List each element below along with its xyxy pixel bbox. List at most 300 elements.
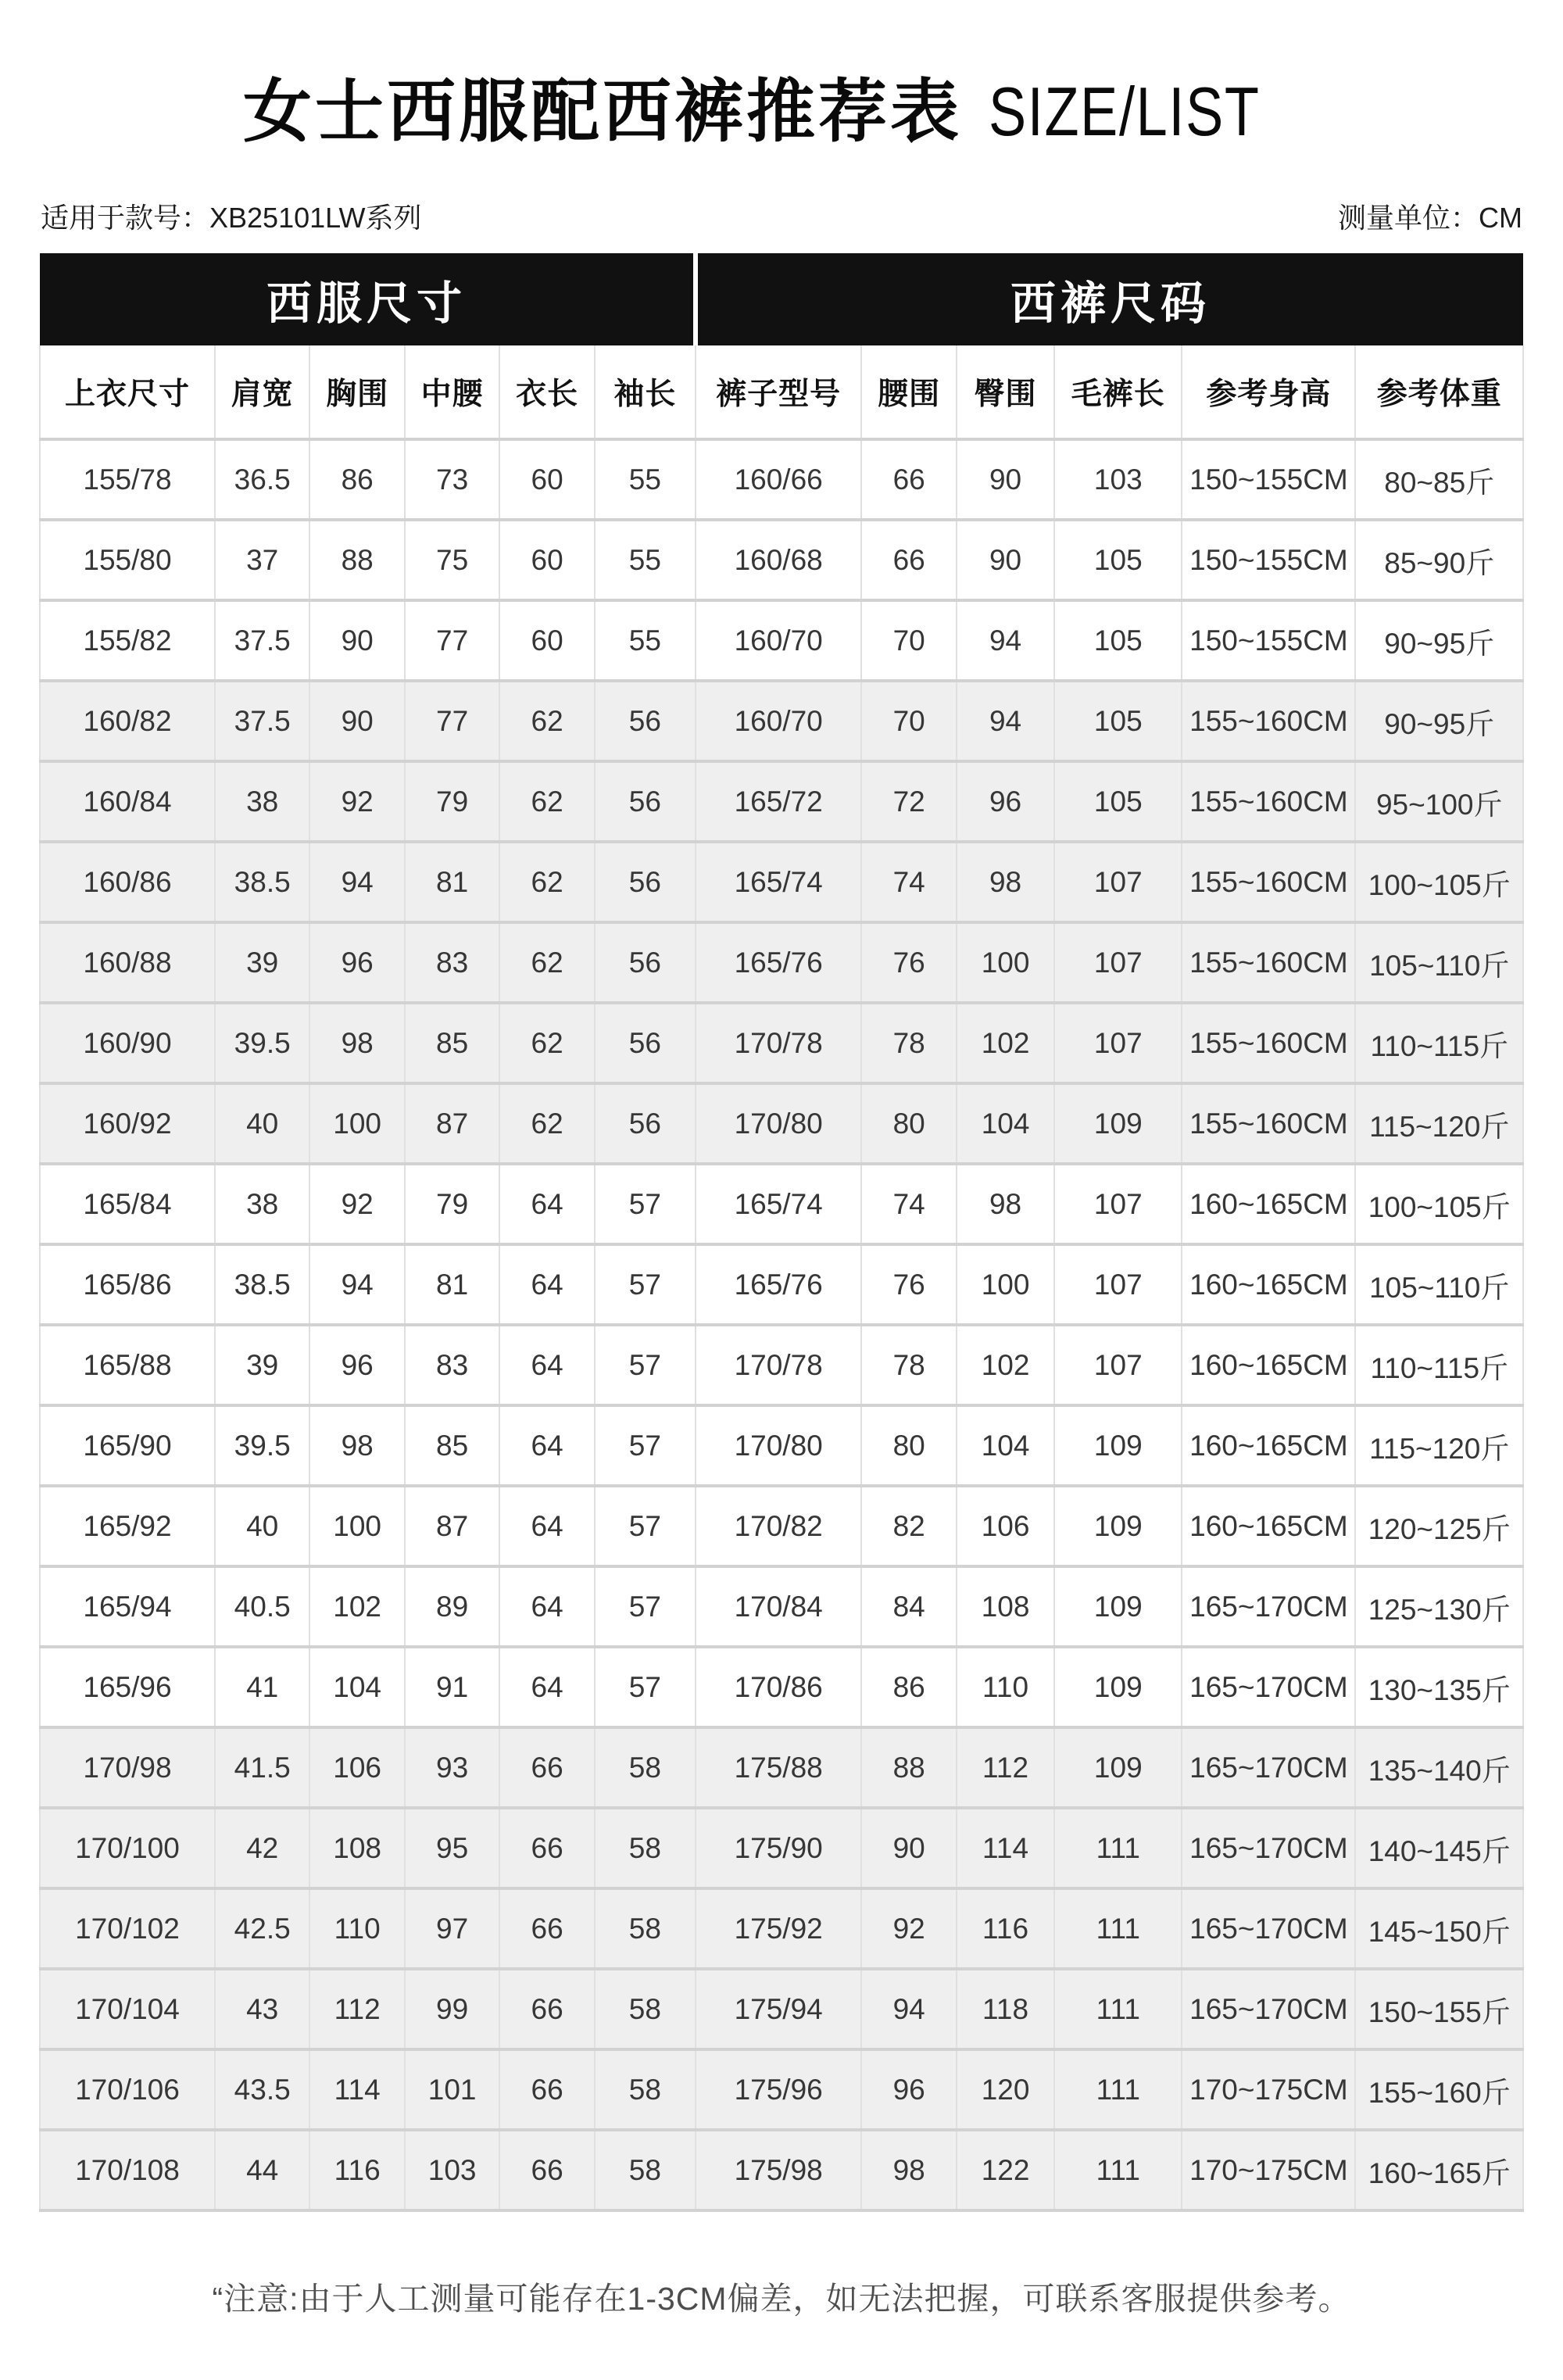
table-cell: 90 [957,439,1054,520]
table-cell: 116 [957,1888,1054,1969]
table-cell: 160/84 [40,761,215,842]
table-cell: 175/88 [696,1727,862,1808]
table-cell: 92 [861,1888,956,1969]
table-cell: 80 [861,1405,956,1486]
table-cell: 39 [215,922,309,1003]
table-cell: 55 [595,439,696,520]
table-cell: 165/90 [40,1405,215,1486]
table-cell: 85~90斤 [1355,520,1523,600]
table-cell: 107 [1054,922,1182,1003]
table-cell: 94 [309,842,404,922]
table-cell: 116 [309,2130,404,2210]
table-cell: 165~170CM [1182,1969,1355,2049]
table-cell: 90~95斤 [1355,681,1523,761]
table-cell: 114 [957,1808,1054,1888]
table-cell: 37.5 [215,681,309,761]
table-cell: 98 [309,1003,404,1083]
table-row [40,1727,1523,1808]
table-cell: 56 [595,1003,696,1083]
table-cell: 64 [499,1405,594,1486]
table-cell: 135~140斤 [1355,1727,1523,1808]
table-cell: 108 [957,1566,1054,1647]
table-cell: 103 [405,2130,499,2210]
table-cell: 109 [1054,1647,1182,1727]
table-cell: 104 [309,1647,404,1727]
table-cell: 170/80 [696,1083,862,1164]
table-cell: 101 [405,2049,499,2130]
table-cell: 155~160CM [1182,1083,1355,1164]
table-cell: 92 [309,1164,404,1244]
table-cell: 170/82 [696,1486,862,1566]
table-cell: 120~125斤 [1355,1486,1523,1566]
table-cell: 64 [499,1244,594,1325]
table-cell: 155~160斤 [1355,2049,1523,2130]
table-cell: 55 [595,520,696,600]
table-cell: 122 [957,2130,1054,2210]
table-cell: 70 [861,681,956,761]
table-row [40,600,1523,681]
table-row [40,1566,1523,1647]
table-cell: 103 [1054,439,1182,520]
table-cell: 40 [215,1083,309,1164]
table-cell: 104 [957,1083,1054,1164]
table-cell: 100~105斤 [1355,1164,1523,1244]
table-cell: 110~115斤 [1355,1003,1523,1083]
table-cell: 66 [499,1888,594,1969]
table-cell: 165/84 [40,1164,215,1244]
table-cell: 58 [595,1969,696,2049]
table-cell: 97 [405,1888,499,1969]
table-cell: 170/78 [696,1003,862,1083]
table-cell: 91 [405,1647,499,1727]
table-cell: 56 [595,681,696,761]
table-cell: 160/66 [696,439,862,520]
table-cell: 37 [215,520,309,600]
table-cell: 108 [309,1808,404,1888]
table-cell: 77 [405,681,499,761]
table-cell: 106 [309,1727,404,1808]
table-cell: 105 [1054,761,1182,842]
table-cell: 102 [309,1566,404,1647]
table-cell: 165/86 [40,1244,215,1325]
table-cell: 175/94 [696,1969,862,2049]
table-cell: 74 [861,1164,956,1244]
table-cell: 109 [1054,1083,1182,1164]
column-header-5: 袖长 [595,345,696,439]
table-cell: 107 [1054,1244,1182,1325]
table-cell: 55 [595,600,696,681]
table-cell: 58 [595,2049,696,2130]
table-cell: 76 [861,922,956,1003]
table-cell: 57 [595,1486,696,1566]
table-cell: 165/72 [696,761,862,842]
table-cell: 150~155CM [1182,520,1355,600]
table-cell: 165/96 [40,1647,215,1727]
table-cell: 66 [499,2049,594,2130]
table-cell: 145~150斤 [1355,1888,1523,1969]
table-cell: 37.5 [215,600,309,681]
table-cell: 106 [957,1486,1054,1566]
table-cell: 98 [957,1164,1054,1244]
table-cell: 57 [595,1325,696,1405]
table-cell: 66 [499,1808,594,1888]
table-cell: 62 [499,842,594,922]
table-cell: 115~120斤 [1355,1083,1523,1164]
table-cell: 160~165CM [1182,1405,1355,1486]
table-cell: 78 [861,1003,956,1083]
table-cell: 90 [957,520,1054,600]
table-cell: 57 [595,1647,696,1727]
table-cell: 41 [215,1647,309,1727]
table-cell: 80~85斤 [1355,439,1523,520]
table-cell: 36.5 [215,439,309,520]
table-cell: 115~120斤 [1355,1405,1523,1486]
table-cell: 96 [957,761,1054,842]
page-title [39,0,1524,151]
table-row [40,1647,1523,1727]
table-cell: 160~165CM [1182,1486,1355,1566]
table-cell: 62 [499,1083,594,1164]
table-cell: 170/102 [40,1888,215,1969]
column-header-9: 毛裤长 [1054,345,1182,439]
column-header-row [40,345,1523,439]
table-cell: 41.5 [215,1727,309,1808]
table-cell: 84 [861,1566,956,1647]
column-header-1: 肩宽 [215,345,309,439]
table-cell: 111 [1054,1969,1182,2049]
table-cell: 165~170CM [1182,1647,1355,1727]
table-cell: 111 [1054,2049,1182,2130]
table-cell: 78 [861,1325,956,1405]
table-cell: 170/78 [696,1325,862,1405]
table-cell: 72 [861,761,956,842]
table-row [40,1003,1523,1083]
table-cell: 165~170CM [1182,1888,1355,1969]
table-cell: 58 [595,1888,696,1969]
table-cell: 105~110斤 [1355,1244,1523,1325]
table-cell: 118 [957,1969,1054,2049]
table-cell: 90 [309,600,404,681]
table-cell: 155~160CM [1182,761,1355,842]
table-cell: 110~115斤 [1355,1325,1523,1405]
table-cell: 114 [309,2049,404,2130]
table-cell: 105 [1054,520,1182,600]
table-cell: 85 [405,1405,499,1486]
table-cell: 79 [405,1164,499,1244]
table-cell: 165~170CM [1182,1566,1355,1647]
table-cell: 40.5 [215,1566,309,1647]
section-header-row [40,253,1523,345]
table-row [40,2049,1523,2130]
table-cell: 112 [309,1969,404,2049]
table-cell: 64 [499,1486,594,1566]
table-cell: 39.5 [215,1405,309,1486]
table-cell: 170/84 [696,1566,862,1647]
table-row [40,1808,1523,1888]
table-row [40,1325,1523,1405]
table-row [40,1888,1523,1969]
table-cell: 56 [595,842,696,922]
table-cell: 64 [499,1566,594,1647]
table-cell: 165/76 [696,1244,862,1325]
table-cell: 86 [861,1647,956,1727]
table-cell: 102 [957,1325,1054,1405]
table-cell: 62 [499,681,594,761]
table-cell: 98 [309,1405,404,1486]
measure-unit-label: 测量单位：CM [1338,202,1522,234]
table-cell: 95~100斤 [1355,761,1523,842]
table-row [40,842,1523,922]
table-cell: 80 [861,1083,956,1164]
table-cell: 160~165斤 [1355,2130,1523,2210]
table-cell: 75 [405,520,499,600]
table-cell: 104 [957,1405,1054,1486]
table-cell: 62 [499,1003,594,1083]
table-cell: 43.5 [215,2049,309,2130]
table-cell: 150~155CM [1182,600,1355,681]
table-cell: 90 [861,1808,956,1888]
column-header-3: 中腰 [405,345,499,439]
table-cell: 109 [1054,1405,1182,1486]
table-cell: 110 [309,1888,404,1969]
table-cell: 44 [215,2130,309,2210]
column-header-10: 参考身高 [1182,345,1355,439]
table-cell: 66 [499,1727,594,1808]
table-cell: 42.5 [215,1888,309,1969]
table-cell: 170/100 [40,1808,215,1888]
table-cell: 100~105斤 [1355,842,1523,922]
table-cell: 38.5 [215,1244,309,1325]
table-cell: 86 [309,439,404,520]
table-cell: 98 [861,2130,956,2210]
table-cell: 120 [957,2049,1054,2130]
table-cell: 111 [1054,1808,1182,1888]
table-cell: 96 [309,922,404,1003]
table-cell: 39.5 [215,1003,309,1083]
applicable-model-label: 适用于款号：XB25101LW系列 [41,202,422,234]
column-header-11: 参考体重 [1355,345,1523,439]
page-title-en: SIZE/LIST [989,73,1261,150]
column-header-6: 裤子型号 [696,345,862,439]
table-cell: 64 [499,1164,594,1244]
table-cell: 170/106 [40,2049,215,2130]
column-header-2: 胸围 [309,345,404,439]
table-cell: 170/86 [696,1647,862,1727]
table-cell: 70 [861,600,956,681]
table-cell: 96 [861,2049,956,2130]
table-cell: 76 [861,1244,956,1325]
table-cell: 165/88 [40,1325,215,1405]
table-cell: 130~135斤 [1355,1647,1523,1727]
table-cell: 57 [595,1566,696,1647]
table-cell: 170/104 [40,1969,215,2049]
table-cell: 165/92 [40,1486,215,1566]
table-cell: 81 [405,842,499,922]
table-row [40,1486,1523,1566]
table-cell: 155~160CM [1182,842,1355,922]
table-cell: 102 [957,1003,1054,1083]
table-cell: 100 [309,1486,404,1566]
table-cell: 100 [957,922,1054,1003]
table-row [40,520,1523,600]
table-row [40,1164,1523,1244]
page-title-cn: 女士西服配西裤推荐表 [243,73,963,150]
table-cell: 42 [215,1808,309,1888]
table-cell: 87 [405,1083,499,1164]
table-cell: 77 [405,600,499,681]
column-header-8: 臀围 [957,345,1054,439]
table-cell: 57 [595,1405,696,1486]
table-cell: 88 [861,1727,956,1808]
footer-note: “注意:由于人工测量可能存在1-3CM偏差，如无法把握，可联系客服提供参考。 [212,2281,1351,2317]
table-cell: 140~145斤 [1355,1808,1523,1888]
table-cell: 160/86 [40,842,215,922]
table-cell: 64 [499,1647,594,1727]
table-row [40,1405,1523,1486]
table-cell: 170/108 [40,2130,215,2210]
table-cell: 160/68 [696,520,862,600]
table-cell: 155~160CM [1182,922,1355,1003]
table-cell: 73 [405,439,499,520]
table-cell: 112 [957,1727,1054,1808]
table-cell: 56 [595,761,696,842]
table-cell: 79 [405,761,499,842]
table-cell: 60 [499,600,594,681]
table-cell: 66 [861,520,956,600]
table-cell: 160/88 [40,922,215,1003]
table-row [40,922,1523,1003]
table-cell: 60 [499,439,594,520]
table-cell: 170/98 [40,1727,215,1808]
table-cell: 111 [1054,2130,1182,2210]
table-cell: 155~160CM [1182,1003,1355,1083]
table-cell: 160/70 [696,681,862,761]
table-cell: 58 [595,2130,696,2210]
table-row [40,1244,1523,1325]
table-cell: 107 [1054,1003,1182,1083]
table-cell: 38 [215,761,309,842]
meta-row [39,196,1524,236]
table-cell: 74 [861,842,956,922]
table-cell: 109 [1054,1566,1182,1647]
table-cell: 105~110斤 [1355,922,1523,1003]
size-table [39,253,1524,2212]
table-cell: 170~175CM [1182,2049,1355,2130]
table-cell: 57 [595,1244,696,1325]
table-cell: 83 [405,922,499,1003]
table-cell: 175/92 [696,1888,862,1969]
table-cell: 56 [595,1083,696,1164]
table-cell: 155~160CM [1182,681,1355,761]
column-header-7: 腰围 [861,345,956,439]
table-cell: 165/76 [696,922,862,1003]
table-cell: 160/82 [40,681,215,761]
table-cell: 66 [861,439,956,520]
table-cell: 111 [1054,1888,1182,1969]
table-cell: 81 [405,1244,499,1325]
table-cell: 38 [215,1164,309,1244]
table-cell: 165/74 [696,842,862,922]
table-cell: 90~95斤 [1355,600,1523,681]
table-cell: 64 [499,1325,594,1405]
table-cell: 62 [499,922,594,1003]
table-cell: 165/94 [40,1566,215,1647]
table-cell: 82 [861,1486,956,1566]
table-cell: 175/90 [696,1808,862,1888]
table-cell: 88 [309,520,404,600]
table-cell: 155/78 [40,439,215,520]
table-cell: 83 [405,1325,499,1405]
table-cell: 160~165CM [1182,1325,1355,1405]
section-header-pants: 西裤尺码 [696,253,1523,345]
column-header-4: 衣长 [499,345,594,439]
table-cell: 160~165CM [1182,1244,1355,1325]
table-cell: 107 [1054,1164,1182,1244]
table-cell: 58 [595,1727,696,1808]
table-cell: 94 [957,600,1054,681]
table-cell: 105 [1054,681,1182,761]
table-cell: 95 [405,1808,499,1888]
table-cell: 170/80 [696,1405,862,1486]
table-cell: 160/92 [40,1083,215,1164]
table-cell: 89 [405,1566,499,1647]
table-cell: 99 [405,1969,499,2049]
table-cell: 150~155CM [1182,439,1355,520]
table-cell: 90 [309,681,404,761]
table-cell: 92 [309,761,404,842]
table-cell: 109 [1054,1486,1182,1566]
table-cell: 94 [309,1244,404,1325]
table-cell: 160/70 [696,600,862,681]
table-cell: 107 [1054,842,1182,922]
table-cell: 98 [957,842,1054,922]
table-cell: 60 [499,520,594,600]
table-cell: 175/96 [696,2049,862,2130]
table-cell: 109 [1054,1727,1182,1808]
table-cell: 100 [957,1244,1054,1325]
table-cell: 105 [1054,600,1182,681]
table-cell: 93 [405,1727,499,1808]
table-row [40,681,1523,761]
section-header-suit: 西服尺寸 [40,253,696,345]
table-cell: 165~170CM [1182,1727,1355,1808]
table-row [40,761,1523,842]
table-cell: 56 [595,922,696,1003]
table-cell: 160/90 [40,1003,215,1083]
table-cell: 94 [957,681,1054,761]
table-cell: 100 [309,1083,404,1164]
table-cell: 165~170CM [1182,1808,1355,1888]
table-cell: 62 [499,761,594,842]
table-cell: 94 [861,1969,956,2049]
table-cell: 96 [309,1325,404,1405]
table-cell: 87 [405,1486,499,1566]
table-row [40,439,1523,520]
table-cell: 150~155斤 [1355,1969,1523,2049]
table-cell: 57 [595,1164,696,1244]
table-cell: 43 [215,1969,309,2049]
table-cell: 40 [215,1486,309,1566]
table-cell: 110 [957,1647,1054,1727]
table-cell: 39 [215,1325,309,1405]
table-cell: 160~165CM [1182,1164,1355,1244]
table-cell: 85 [405,1003,499,1083]
table-cell: 66 [499,2130,594,2210]
table-cell: 155/82 [40,600,215,681]
table-cell: 107 [1054,1325,1182,1405]
table-cell: 170~175CM [1182,2130,1355,2210]
table-cell: 66 [499,1969,594,2049]
